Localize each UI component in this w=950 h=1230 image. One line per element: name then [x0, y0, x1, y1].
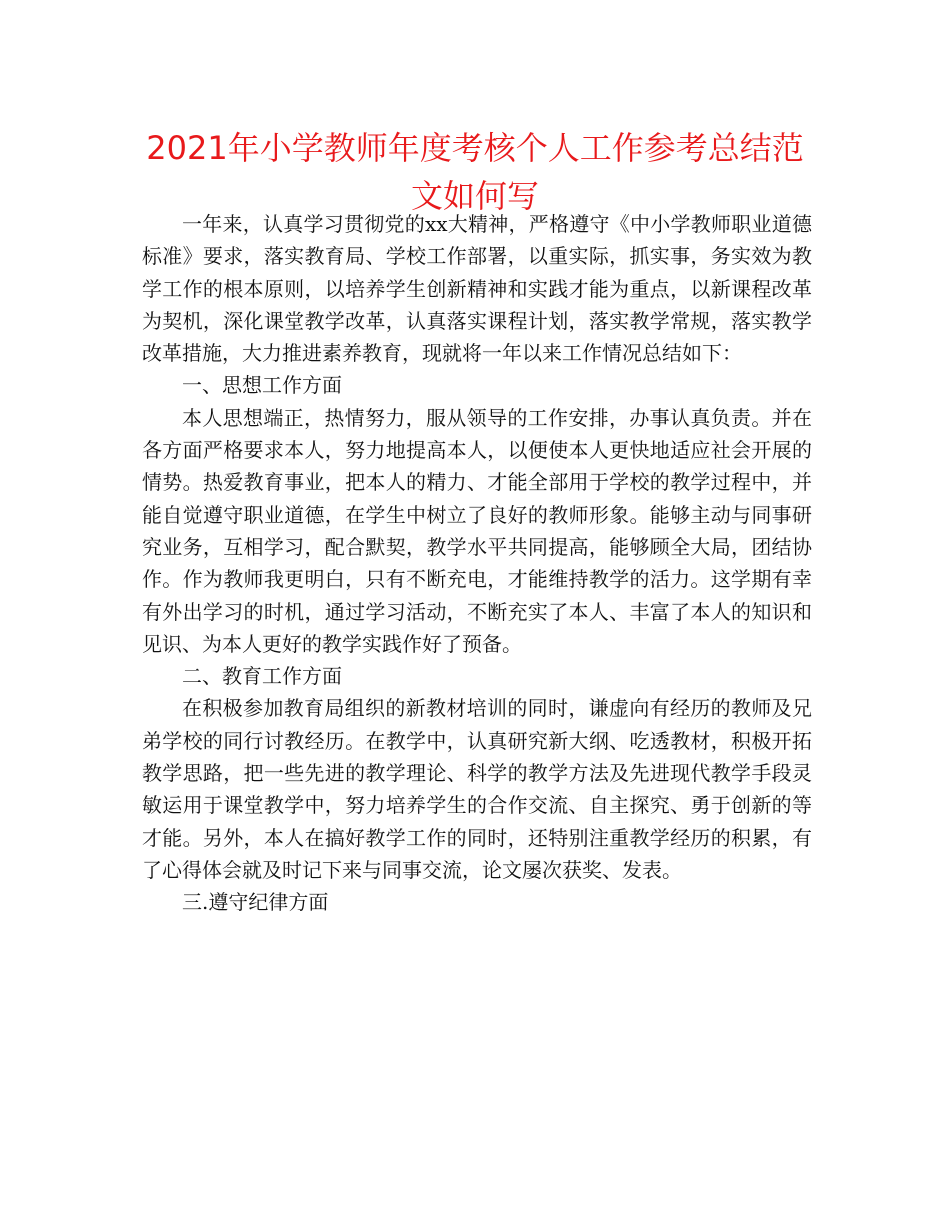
- section-heading-thought: 一、思想工作方面: [182, 373, 342, 398]
- thought-paragraph: 本人思想端正，热情努力，服从领导的工作安排，办事认真负责。并在各方面严格要求本人，努力地提高本人，以便使本人更快地适应社会开展的情势。热爱教育事业，把本人的精力、才能全部用于学校的教学过程中，并能自觉遵守职业道德，在学生中树立了良好的教师形象。能够主动与同事研究业务，互相学习，配合默契，教学水平共同提高，能够顾全大局，团结协作。作为教师我更明白，只有不断充电，才能维持教学的活力。这学期有幸有外出学习的时机，通过学习活动，不断充实了本人、丰富了本人的知识和见识、为本人更好的教学实践作好了预备。: [142, 405, 812, 656]
- section-heading-discipline: 三.遵守纪律方面: [182, 890, 329, 915]
- document-body: [142, 208, 812, 919]
- education-paragraph: 在积极参加教育局组织的新教材培训的同时，谦虚向有经历的教师及兄弟学校的同行讨教经历。在教学中，认真研究新大纲、吃透教材，积极开拓教学思路，把一些先进的教学理论、科学的教学方法及先进现代教学手段灵敏运用于课堂教学中，努力培养学生的合作交流、自主探究、勇于创新的等才能。另外，本人在搞好教学工作的同时，还特别注重教学经历的积累，有了心得体会就及时记下来与同事交流，论文屡次获奖、发表。: [142, 696, 812, 882]
- intro-paragraph: 一年来，认真学习贯彻党的xx大精神，严格遵守《中小学教师职业道德标准》要求，落实教育局、学校工作部署，以重实际，抓实事，务实效为教学工作的根本原则，以培养学生创新精神和实践才能为重点，以新课程改革为契机，深化课堂教学改革，认真落实课程计划，落实教学常规，落实教学改革措施，大力推进素养教育，现就将一年以来工作情况总结如下：: [142, 212, 812, 366]
- document-title: 2021年小学教师年度考核个人工作参考总结范文如何写: [146, 129, 804, 215]
- section-heading-education: 二、教育工作方面: [182, 664, 342, 689]
